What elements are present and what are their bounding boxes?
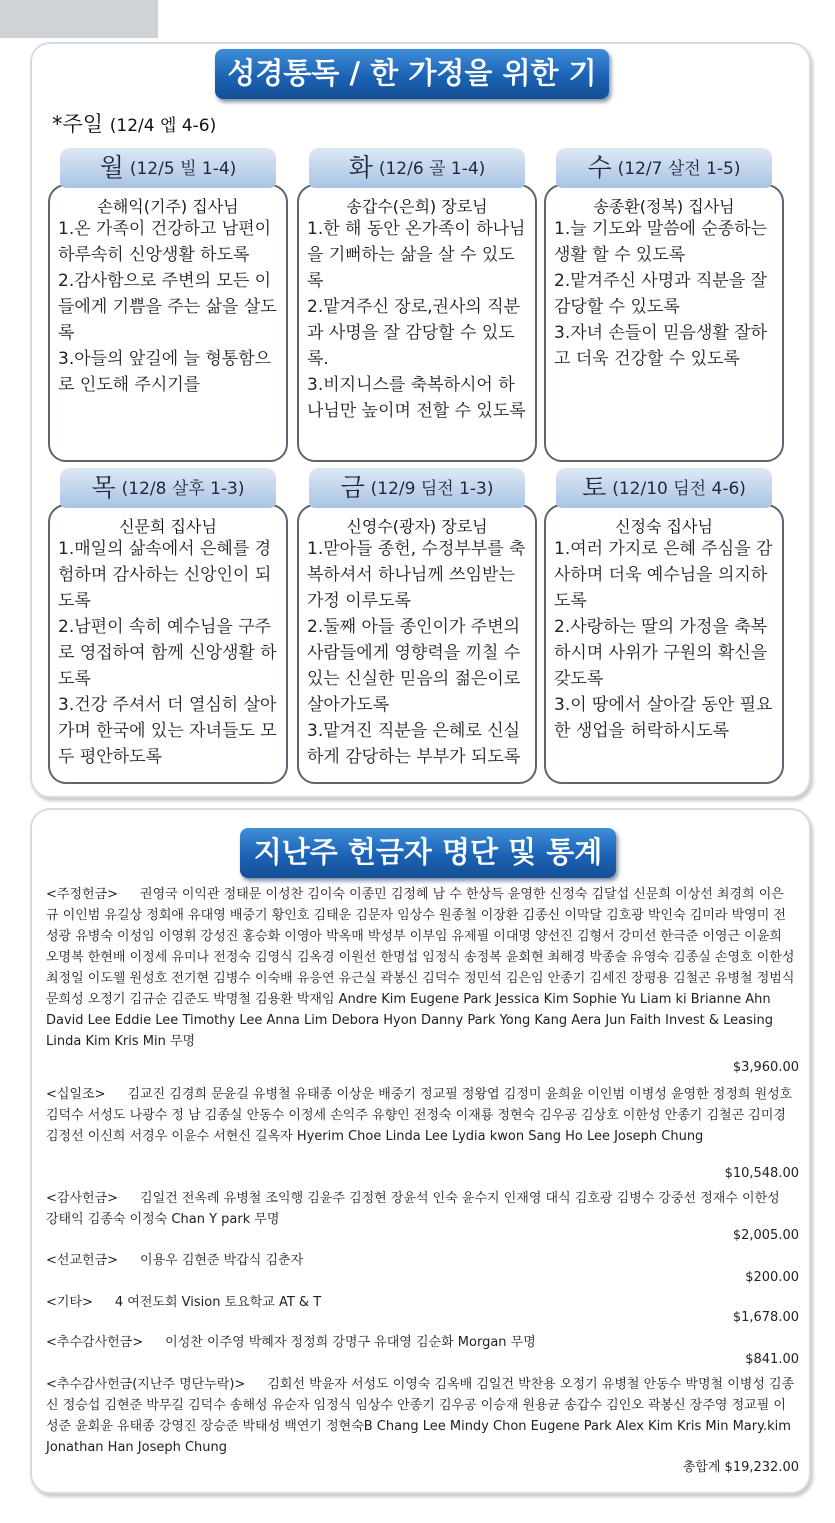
offering-title: 지난주 헌금자 명단 및 통계: [240, 828, 616, 878]
prayer-person: 손해익(기주) 집사님: [97, 197, 239, 216]
offering-group: [46, 884, 796, 1052]
day-ref: (12/8 살후 1-3): [121, 479, 245, 499]
day-header: [556, 468, 772, 508]
offering-amount: $3,960.00: [732, 1060, 799, 1075]
prayer-item: 2.맡겨주신 사명과 직분을 잘 감당할 수 있도록: [554, 271, 768, 317]
prayer-item: 3.자녀 손들이 믿음생활 잘하고 더욱 건강할 수 있도록: [554, 323, 768, 369]
prayer-list: [299, 216, 535, 424]
offering-amount: $200.00: [745, 1270, 799, 1285]
offering-category: <추수감사헌금(지난주 명단누락)>: [46, 1377, 246, 1392]
prayer-list: [50, 536, 286, 770]
day-ref: (12/6 골 1-4): [378, 159, 486, 179]
prayer-list: [299, 536, 535, 770]
prayer-list: [546, 536, 782, 744]
day-header: [309, 468, 525, 508]
page-corner: [0, 0, 158, 38]
day-ref: (12/5 빌 1-4): [129, 159, 237, 179]
offering-category: <추수감사헌금>: [46, 1335, 144, 1350]
offering-names: 김회선 박윤자 서성도 이영숙 김옥배 김일건 박찬용 오정기 유병철 안동수 박명철 이병성 김종신 정승섭 김현준 박무길 김덕수 송해성 유순자 임정식 임상수 안종기 김우공 이승재 원용균 송갑수 김인오 곽봉신 장주영 정교필 이성준 윤회윤 유태종 강영진 장승준 박태성 백연기 정현숙B Chang Lee Mindy Chon Eugene Park Alex Kim Kris Min Mary.kim Jonathan Han Joseph Chung: [46, 1377, 795, 1455]
prayer-item: 1.매일의 삶속에서 은혜를 경험하며 감사하는 신앙인이 되도록: [58, 539, 272, 611]
prayer-item: 3.이 땅에서 살아갈 동안 필요한 생업을 허락하시도록: [554, 695, 773, 741]
day-ref: (12/7 살전 1-5): [617, 159, 741, 179]
offering-names: 이용우 김현준 박갑식 김춘자: [140, 1253, 304, 1268]
day-label: 목: [91, 473, 116, 502]
prayer-item: 3.아들의 앞길에 늘 형통함으로 인도해 주시기를: [58, 349, 272, 395]
prayer-item: 1.여러 가지로 은혜 주심을 감사하며 더욱 예수님을 의지하도록: [554, 539, 773, 611]
offering-category: <선교헌금>: [46, 1253, 119, 1268]
prayer-box: [48, 504, 288, 784]
offering-amount: $2,005.00: [732, 1228, 799, 1243]
day-label: 화: [348, 153, 373, 182]
offering-category: <감사헌금>: [46, 1191, 119, 1206]
offering-group: [46, 1332, 796, 1353]
sunday-label: *주일: [52, 112, 104, 136]
prayer-box: [297, 504, 537, 784]
prayer-item: 3.건강 주셔서 더 열심히 살아가며 한국에 있는 자녀들도 모두 평안하도록: [58, 695, 277, 767]
prayer-box: [544, 184, 784, 462]
offering-names: 권영국 이익관 정태문 이성찬 김이숙 이종민 김정혜 남 수 한상득 윤영한 신정숙 김달섭 신문희 이상선 최경희 이은규 이인범 유길상 정회애 유대영 배중기 황인호 김태운 김문자 임상수 원종철 이장환 김종신 이막달 김호광 박인숙 김미라 박영미 전성광 유병숙 이성임 이영휘 강성진 홍승화 이영아 박옥매 박성부 이부임 유제필 이대명 양선진 김형서 강미선 한극준 이영근 이윤희 오명복 한현배 이정세 유미나 전정숙 김영식 김옥경 이원선 한명섭 임정식 송정복 윤회현 최해경 박종술 유영숙 김종실 손영호 이한성 최정일 이도웰 원성호 전기현 김병수 이숙배 유응연 유근실 곽봉신 김덕수 정민석 김은임 안종기 김세진 장평용 김철곤 유병철 정범식 문희성 오정기 김규순 김준도 박명철 김용환 박재임 Andre Kim Eugene Park Jessica Kim Sophie Yu Liam ki Brianne Ahn David Lee Eddie Lee Timothy Lee Anna Lim Debora Hyon Danny Park Yong Kang Aera Jun Faith Invest & Leasing Linda Kim Kris Min 무명: [46, 887, 795, 1049]
prayer-item: 2.사랑하는 딸의 가정을 축복하시며 사위가 구원의 확신을 갖도록: [554, 617, 768, 689]
day-header: [556, 148, 772, 188]
prayer-item: 1.맏아들 종헌, 수정부부를 축복하셔서 하나님께 쓰임받는 가정 이루도록: [307, 539, 526, 611]
prayer-item: 2.감사함으로 주변의 모든 이들에게 기쁨을 주는 삶을 살도록: [58, 271, 277, 343]
prayer-person: 신정숙 집사님: [615, 517, 713, 536]
offering-category: <기타>: [46, 1295, 93, 1310]
prayer-item: 2.둘째 아들 종인이가 주변의 사람들에게 영향력을 끼칠 수 있는 신실한 믿음의 젊은이로 살아가도록: [307, 617, 521, 715]
offering-names: 이성찬 이주영 박혜자 정정희 강명구 유대영 김순화 Morgan 무명: [165, 1335, 536, 1350]
offering-total: 총합계 $19,232.00: [682, 1460, 799, 1475]
prayer-person: 신영수(광자) 장로님: [346, 517, 488, 536]
day-header: [60, 468, 276, 508]
prayer-box: [544, 504, 784, 784]
offering-category: <십일조>: [46, 1087, 106, 1102]
prayer-box: [48, 184, 288, 462]
day-header: [309, 148, 525, 188]
prayer-item: 3.비지니스를 축복하시어 하나님만 높이며 전할 수 있도록: [307, 375, 526, 421]
day-label: 수: [587, 153, 612, 182]
prayer-list: [546, 216, 782, 372]
prayer-person: 신문희 집사님: [119, 517, 217, 536]
day-header: [60, 148, 276, 188]
offering-amount: $841.00: [745, 1352, 799, 1367]
day-label: 금: [340, 473, 365, 502]
prayer-item: 3.맡겨진 직분을 은혜로 신실하게 감당하는 부부가 되도록: [307, 721, 521, 767]
offering-panel: [30, 808, 811, 1494]
offering-group: [46, 1374, 796, 1458]
offering-group: [46, 1188, 796, 1230]
sunday-ref: (12/4 엡 4-6): [109, 116, 217, 136]
bible-reading-panel: [30, 42, 811, 798]
prayer-list: [50, 216, 286, 398]
day-ref: (12/9 딤전 1-3): [370, 479, 494, 499]
day-ref: (12/10 딤전 4-6): [612, 479, 746, 499]
day-label: 월: [99, 153, 124, 182]
sunday-reading: [52, 108, 216, 138]
bible-reading-title: 성경통독 / 한 가정을 위한 기도: [215, 49, 609, 99]
day-label: 토: [582, 473, 607, 502]
offering-amount: $1,678.00: [732, 1310, 799, 1325]
offering-category: <주정헌금>: [46, 887, 119, 902]
prayer-item: 2.남편이 속히 예수님을 구주로 영접하여 함께 신앙생활 하도록: [58, 617, 277, 689]
offering-group: [46, 1250, 796, 1271]
prayer-item: 1.늘 기도와 말씀에 순종하는 생활 할 수 있도록: [554, 219, 768, 265]
offering-amount: $10,548.00: [724, 1166, 799, 1181]
prayer-item: 1.온 가족이 건강하고 남편이 하루속히 신앙생활 하도록: [58, 219, 272, 265]
offering-names: 4 여전도회 Vision 토요학교 AT & T: [114, 1295, 322, 1310]
offering-group: [46, 1292, 796, 1313]
prayer-item: 2.맡겨주신 장로,권사의 직분과 사명을 잘 감당할 수 있도록.: [307, 297, 521, 369]
prayer-person: 송갑수(은희) 장로님: [346, 197, 488, 216]
offering-names: 김일건 전옥례 유병철 조익행 김윤주 김정현 장윤석 인숙 윤수지 인재영 대식 김호광 김병수 강중선 정재수 이한성 강태익 김종숙 이정숙 Chan Y park 무명: [46, 1191, 780, 1227]
prayer-box: [297, 184, 537, 462]
prayer-person: 송종환(정복) 집사님: [593, 197, 735, 216]
prayer-item: 1.한 해 동안 온가족이 하나님을 기뻐하는 삶을 살 수 있도록: [307, 219, 526, 291]
offering-group: [46, 1084, 796, 1147]
offering-names: 김교진 김경희 문윤길 유병철 유태종 이상운 배중기 정교필 정왕엽 김정미 윤희윤 이인범 이병성 윤영한 정정희 원성호 김덕수 서성도 나광수 정 남 김종실 안동수 이정세 손익주 유향인 전정숙 이재룡 정현숙 김우공 김상호 이한성 안종기 김철곤 김미경 김정선 이신희 서경우 이윤수 서현신 길옥자 Hyerim Choe Linda Lee Lydia kwon Sang Ho Lee Joseph Chung: [46, 1087, 793, 1144]
